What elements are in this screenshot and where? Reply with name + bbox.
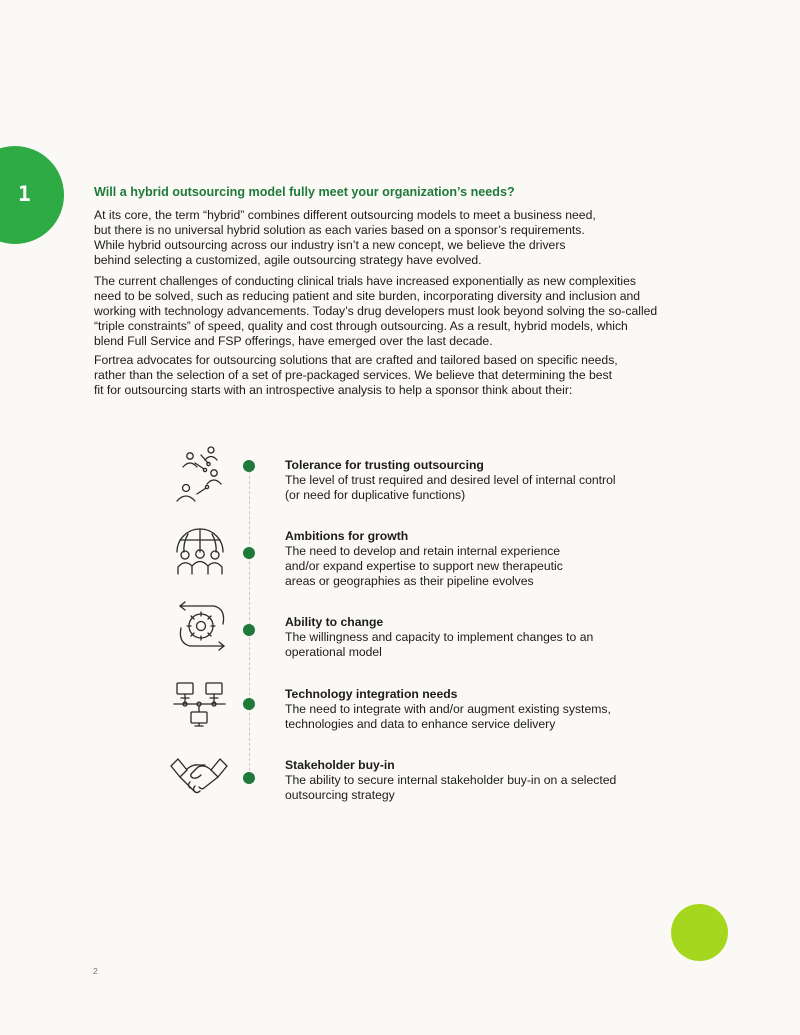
global-team-icon — [168, 524, 230, 580]
page-number: 2 — [93, 966, 98, 976]
handshake-icon — [168, 755, 230, 811]
timeline-dot — [243, 624, 255, 636]
intro-paragraph-1: At its core, the term “hybrid” combines different outsourcing models to meet a business need, but there is no universal hybrid solution as each varies based on a sponsor’s requirements. While hybrid outsourcing across our industry isn’t a new concept, we believe the drivers behind selecting a customized, agile outsourcing strategy have evolved. — [94, 208, 596, 267]
factor-title: Tolerance for trusting outsourcing — [285, 458, 484, 472]
connected-computers-icon — [168, 680, 230, 736]
section-question-heading: Will a hybrid outsourcing model fully meet your organization’s needs? — [94, 185, 515, 199]
factor-description: The willingness and capacity to implement changes to an operational model — [285, 630, 594, 659]
step-number: 1 — [18, 182, 31, 206]
factor-description: The ability to secure internal stakeholder buy-in on a selected outsourcing strategy — [285, 773, 617, 802]
factor-title: Ability to change — [285, 615, 384, 629]
timeline-dot — [243, 772, 255, 784]
gear-cycle-icon — [168, 598, 230, 654]
people-network-icon — [168, 443, 230, 499]
timeline-dot — [243, 460, 255, 472]
factor-title: Stakeholder buy-in — [285, 758, 395, 772]
step-number-badge — [0, 146, 64, 244]
intro-paragraph-2: The current challenges of conducting clinical trials have increased exponentially as new complexities need to be solved, such as reducing patient and site burden, incorporating diversity and inclusion and working with technology advancements. Today’s drug developers must look beyond solving the so-called “triple constraints” of speed, quality and cost through outsourcing. As a result, hybrid models, which blend Full Service and FSP offerings, have emerged over the last decade. — [94, 274, 658, 348]
factor-title: Technology integration needs — [285, 687, 458, 701]
timeline-dot — [243, 547, 255, 559]
intro-paragraph-3: Fortrea advocates for outsourcing solutions that are crafted and tailored based on specific needs, rather than the selection of a set of pre-packaged services. We believe that determining the best fit for outsourcing starts with an introspective analysis to help a sponsor think about their: — [94, 353, 618, 397]
factor-description: The need to develop and retain internal experience and/or expand expertise to support new therapeutic areas or geographies as their pipeline evolves — [285, 544, 563, 588]
timeline-dot — [243, 698, 255, 710]
factor-description: The need to integrate with and/or augment existing systems, technologies and data to enhance service delivery — [285, 702, 611, 731]
factor-title: Ambitions for growth — [285, 529, 409, 543]
factor-description: The level of trust required and desired level of internal control (or need for duplicative functions) — [285, 473, 616, 502]
decorative-accent-circle — [671, 904, 728, 961]
